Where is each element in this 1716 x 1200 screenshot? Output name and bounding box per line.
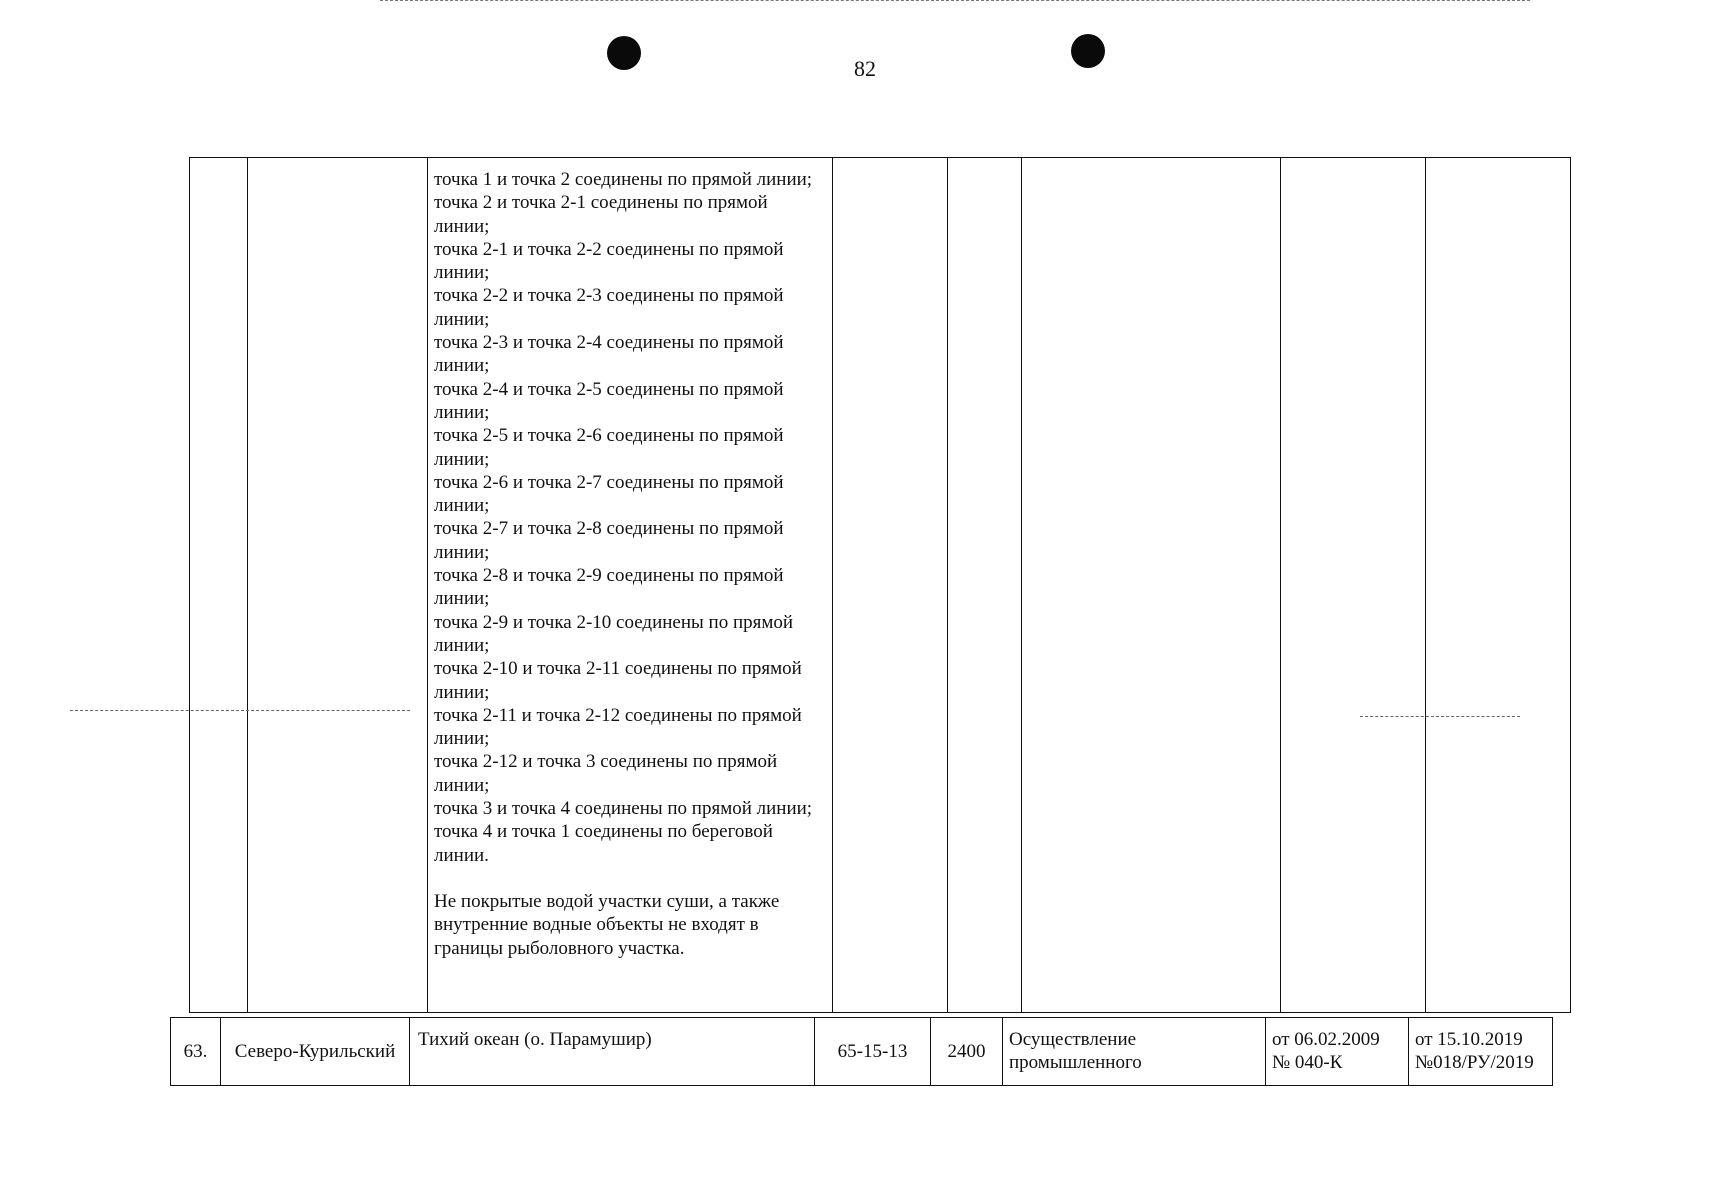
boundary-line: точка 2-6 и точка 2-7 соединены по прямой линии; bbox=[434, 471, 784, 517]
page-number: 82 bbox=[854, 56, 876, 81]
purpose-line: Осуществление bbox=[1009, 1029, 1137, 1050]
column-divider bbox=[832, 158, 833, 1012]
boundary-line: точка 2-7 и точка 2-8 соединены по прямой линии; bbox=[434, 518, 784, 563]
decision-number: №018/РУ/2019 bbox=[1415, 1052, 1534, 1073]
punch-hole-right bbox=[1071, 34, 1105, 68]
boundary-line: точка 2-2 и точка 2-3 соединены по прямой линии; bbox=[434, 285, 784, 330]
column-divider bbox=[427, 158, 428, 1012]
boundary-line: точка 2-10 и точка 2-11 соединены по прямой линии; bbox=[434, 658, 802, 703]
boundary-line: точка 2-9 и точка 2-10 соединены по прямой линии; bbox=[434, 611, 794, 656]
decision-cell bbox=[1409, 1018, 1551, 1085]
code-cell: 65-15-13 bbox=[815, 1018, 931, 1085]
boundary-line: точка 2-11 и точка 2-12 соединены по прямой линии; bbox=[434, 704, 802, 750]
boundary-line: точка 1 и точка 2 соединены по прямой линии; bbox=[434, 169, 813, 190]
boundary-line: точка 2-1 и точка 2-2 соединены по прямой линии; bbox=[434, 238, 784, 284]
decision-date: от 15.10.2019 bbox=[1415, 1029, 1523, 1050]
area-cell: 2400 bbox=[931, 1018, 1003, 1085]
top-edge-rule bbox=[380, 0, 1530, 1]
column-divider bbox=[1280, 158, 1281, 1012]
column-divider bbox=[1021, 158, 1022, 1012]
district-cell: Северо-Курильский bbox=[221, 1018, 410, 1085]
scan-artifact bbox=[1360, 716, 1520, 717]
column-divider bbox=[947, 158, 948, 1012]
purpose-cell bbox=[1003, 1018, 1266, 1085]
continuation-table bbox=[189, 157, 1571, 1013]
agreement-number: № 040-К bbox=[1272, 1052, 1343, 1073]
boundary-line: точка 2-5 и точка 2-6 соединены по прямой линии; bbox=[434, 425, 784, 470]
row-number-cell: 63. bbox=[171, 1018, 221, 1085]
boundary-description bbox=[434, 168, 814, 960]
purpose-line: промышленного bbox=[1009, 1052, 1142, 1073]
table-row bbox=[170, 1017, 1553, 1086]
column-divider bbox=[247, 158, 248, 1012]
column-divider bbox=[1425, 158, 1426, 1012]
boundary-line: точка 2-8 и точка 2-9 соединены по прямой линии; bbox=[434, 565, 784, 610]
agreement-cell bbox=[1266, 1018, 1409, 1085]
boundary-line: точка 4 и точка 1 соединены по береговой линии. bbox=[434, 821, 773, 866]
agreement-date: от 06.02.2009 bbox=[1272, 1029, 1380, 1050]
boundary-line: точка 2-3 и точка 2-4 соединены по прямой линии; bbox=[434, 332, 784, 377]
boundary-line: точка 3 и точка 4 соединены по прямой линии; bbox=[434, 798, 813, 820]
boundary-line: точка 2-4 и точка 2-5 соединены по прямой линии; bbox=[434, 378, 784, 423]
punch-hole-left bbox=[607, 36, 641, 70]
boundary-line: точка 2 и точка 2-1 соединены по прямой линии; bbox=[434, 192, 768, 237]
location-cell: Тихий океан (о. Парамушир) bbox=[410, 1018, 815, 1085]
boundary-note: Не покрытые водой участки суши, а также внутренние водные объекты не входят в границы рыболовного участка. bbox=[434, 890, 780, 959]
boundary-line: точка 2-12 и точка 3 соединены по прямой линии; bbox=[434, 751, 778, 796]
scan-artifact bbox=[70, 710, 410, 711]
